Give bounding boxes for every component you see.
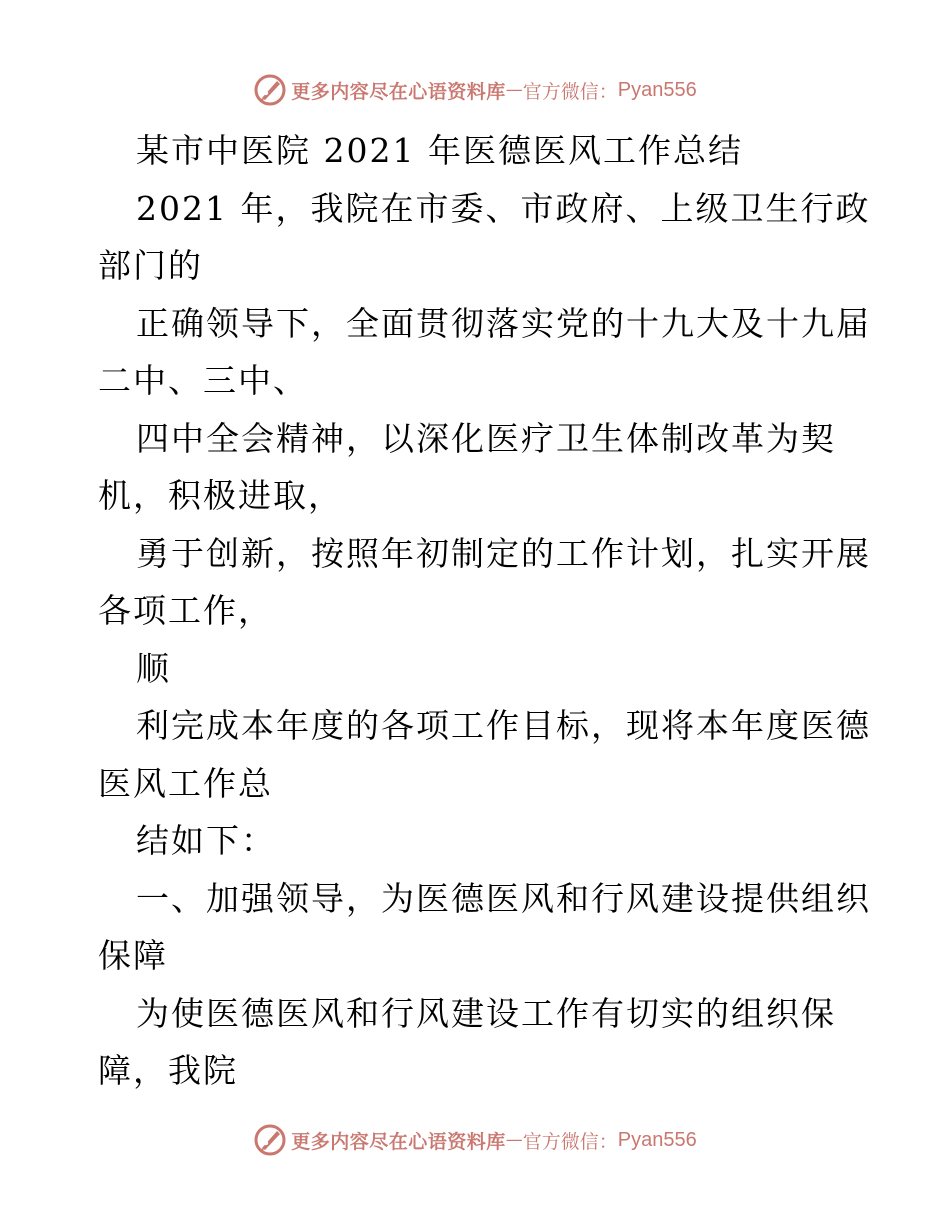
paragraph-line: 二中、三中、 <box>98 361 308 400</box>
paragraph-line: 部门的 <box>98 246 203 285</box>
section-heading-continuation: 保障 <box>98 936 168 975</box>
watermark-wechat-id: Pyan556 <box>617 1128 697 1151</box>
paragraph-line: 为使医德医风和行风建设工作有切实的组织保 <box>136 993 836 1033</box>
paragraph-line: 机，积极进取， <box>98 476 343 515</box>
paragraph-line: 顺 <box>136 648 171 688</box>
paragraph-line: 四中全会精神，以深化医疗卫生体制改革为契 <box>136 418 836 458</box>
paragraph-line: 正确领导下，全面贯彻落实党的十九大及十九届 <box>136 303 871 343</box>
header-watermark <box>0 72 950 108</box>
document-body <box>98 122 871 1100</box>
watermark-separator: — <box>505 1130 523 1150</box>
paragraph-line: 利完成本年度的各项工作目标，现将本年度医德 <box>136 706 871 745</box>
quill-pen-logo-icon <box>253 1123 287 1157</box>
watermark-main-text: 更多内容尽在心语资料库 <box>291 1130 506 1153</box>
paragraph-line: 2021 年，我院在市委、市政府、上级卫生行政 <box>136 188 871 228</box>
watermark-separator: — <box>505 80 523 100</box>
paragraph-line: 勇于创新，按照年初制定的工作计划，扎实开展 <box>136 533 871 573</box>
document-title: 某市中医院 2021 年医德医风工作总结 <box>136 131 743 170</box>
paragraph-line: 障，我院 <box>98 1051 238 1090</box>
paragraph-line: 结如下： <box>136 821 276 860</box>
watermark-wechat-label: 官方微信： <box>522 80 618 103</box>
paragraph-line: 医风工作总 <box>98 763 273 803</box>
paragraph-line: 各项工作， <box>98 591 273 630</box>
section-heading: 一、加强领导，为医德医风和行风建设提供组织 <box>136 878 871 918</box>
watermark-wechat-id: Pyan556 <box>617 78 697 101</box>
footer-watermark <box>0 1122 950 1158</box>
quill-pen-logo-icon <box>253 73 287 107</box>
watermark-main-text: 更多内容尽在心语资料库 <box>291 80 506 103</box>
watermark-wechat-label: 官方微信： <box>522 1130 618 1153</box>
